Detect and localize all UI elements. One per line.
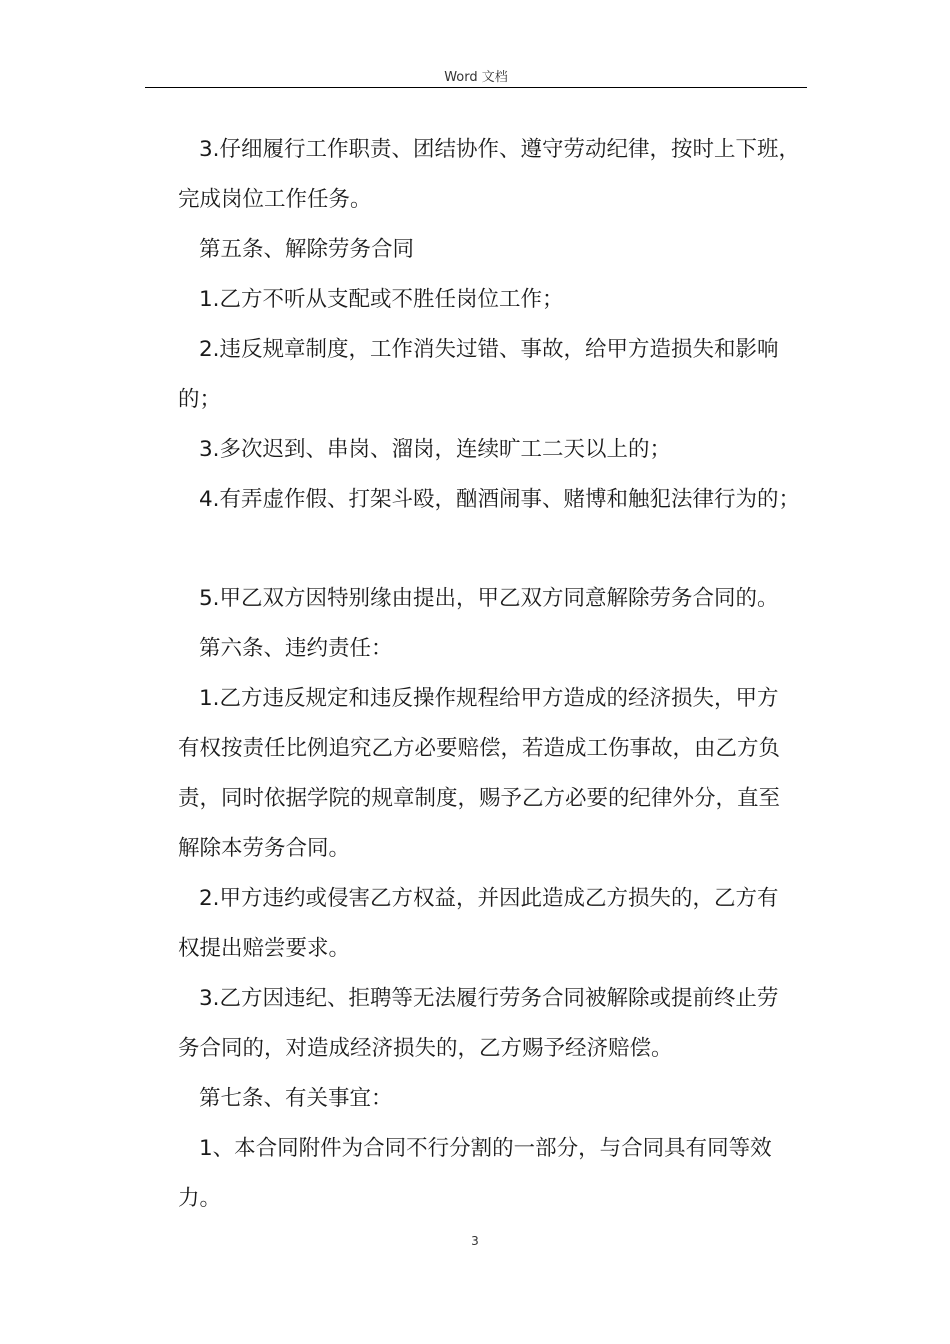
section-heading: 第六条、违约责任： [199, 636, 393, 661]
paragraph-line: 5.甲乙双方因特别缘由提出，甲乙双方同意解除劳务合同的。 [199, 586, 779, 611]
section-heading: 第七条、有关事宜： [199, 1086, 393, 1111]
paragraph-line: 的； [178, 387, 222, 412]
paragraph-line: 4.有弄虚作假、打架斗殴，酗酒闹事、赌博和触犯法律行为的； [199, 487, 801, 512]
paragraph-line: 务合同的，对造成经济损失的，乙方赐予经济赔偿。 [178, 1036, 673, 1061]
paragraph-line: 1、本合同附件为合同不行分割的一部分，与合同具有同等效 [199, 1136, 772, 1161]
paragraph-line: 权提出赔尝要求。 [178, 936, 351, 961]
paragraph-line: 1.乙方不听从支配或不胜任岗位工作； [199, 287, 564, 312]
section-heading: 第五条、解除劳务合同 [199, 237, 415, 262]
paragraph-line: 解除本劳务合同。 [178, 836, 351, 861]
paragraph-line: 2.甲方违约或侵害乙方权益，并因此造成乙方损失的，乙方有 [199, 886, 779, 911]
paragraph-line: 3.多次迟到、串岗、溜岗，连续旷工二天以上的； [199, 437, 672, 462]
paragraph-line: 1.乙方违反规定和违反操作规程给甲方造成的经济损失，甲方 [199, 686, 779, 711]
paragraph-line: 责，同时依据学院的规章制度，赐予乙方必要的纪律外分，直至 [178, 786, 781, 811]
paragraph-line: 力。 [178, 1186, 222, 1211]
page-number: 3 [471, 1234, 479, 1248]
paragraph-line: 2.违反规章制度，工作消失过错、事故，给甲方造损失和影响 [199, 337, 779, 362]
paragraph-line: 有权按责任比例追究乙方必要赔偿，若造成工伤事故，由乙方负 [178, 736, 781, 761]
header-rule [145, 87, 807, 88]
page-header: Word 文档 [444, 70, 508, 85]
paragraph-line: 完成岗位工作任务。 [178, 187, 372, 212]
paragraph-line: 3.仔细履行工作职责、团结协作、遵守劳动纪律，按时上下班， [199, 137, 801, 162]
paragraph-line: 3.乙方因违纪、拒聘等无法履行劳务合同被解除或提前终止劳 [199, 986, 779, 1011]
